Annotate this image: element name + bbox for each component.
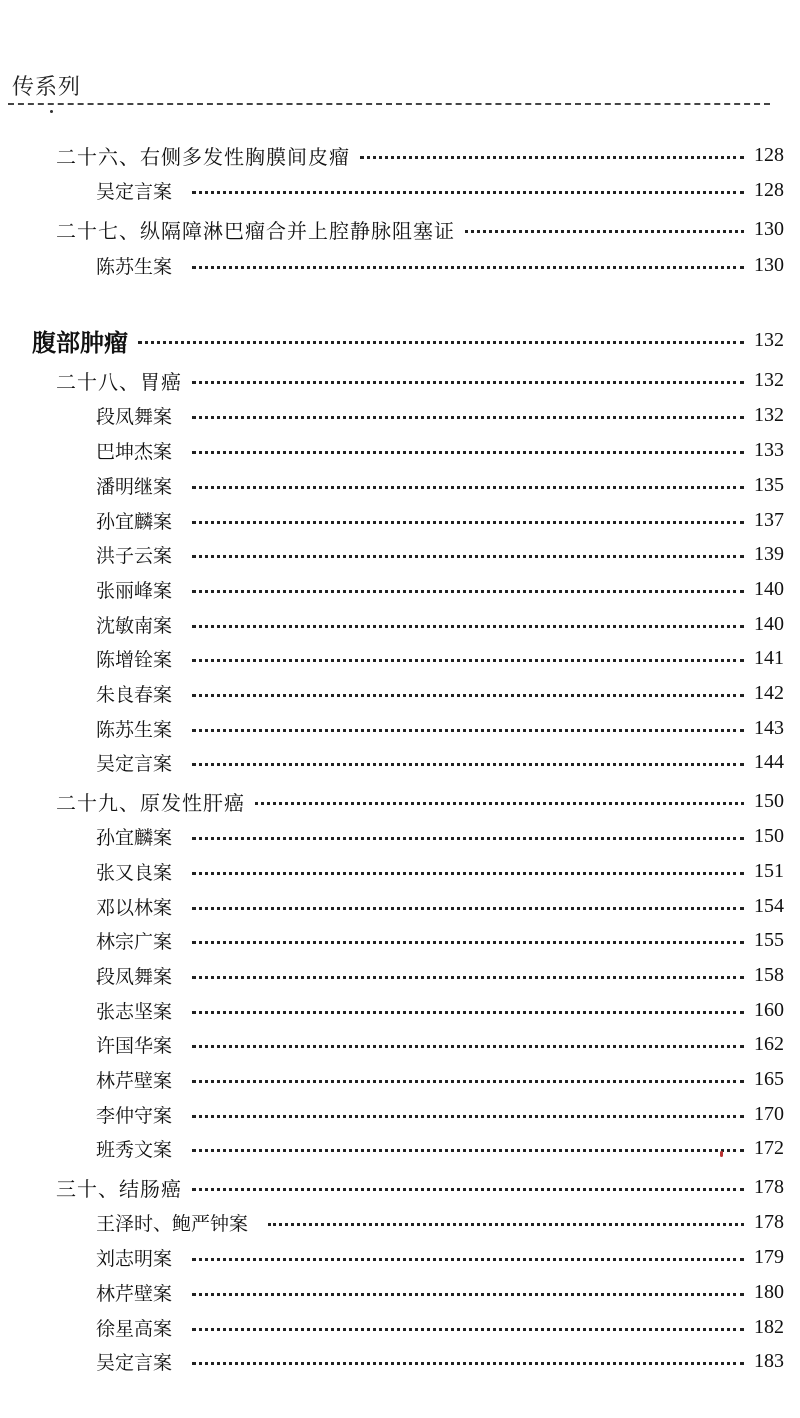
entry-title: 孙宜麟案 [96,510,173,533]
toc-case [0,1241,800,1273]
toc-case [0,174,800,206]
entry-title: 段凤舞案 [96,405,173,428]
page-number: 137 [754,508,784,531]
page-number: 132 [754,368,784,391]
entry-title: 段凤舞案 [96,965,173,988]
page-number: 130 [754,217,784,240]
entry-title: 巴坤杰案 [96,440,173,463]
entry-title: 吴定言案 [96,1351,173,1374]
entry-title: 许国华案 [96,1034,173,1057]
toc-case [0,469,800,501]
entry-title: 陈增铨案 [96,648,173,671]
entry-title: 班秀文案 [96,1138,173,1161]
toc-chapter [0,213,800,245]
toc-case [0,608,800,640]
page-number: 180 [754,1280,784,1303]
dot-leader [192,266,744,269]
toc-case [0,1098,800,1130]
dot-leader [192,729,744,732]
toc-case [0,504,800,536]
entry-title: 张志坚案 [96,1000,173,1023]
page-number: 150 [754,824,784,847]
entry-title: 孙宜麟案 [96,826,173,849]
toc-case [0,538,800,570]
dot-leader [255,802,744,805]
entry-title: 陈苏生案 [96,718,173,741]
dot-leader [192,1011,744,1014]
page-number: 140 [754,577,784,600]
page-number: 160 [754,998,784,1021]
toc-section [0,324,800,356]
toc-chapter [0,139,800,171]
page-number: 158 [754,963,784,986]
page-number: 178 [754,1175,784,1198]
toc-case [0,820,800,852]
page-number: 151 [754,859,784,882]
toc-case [0,1276,800,1308]
page-number: 130 [754,253,784,276]
toc-case [0,959,800,991]
toc-case [0,1132,800,1164]
page-number: 132 [754,328,784,351]
dot-leader [192,837,744,840]
toc-case [0,1345,800,1377]
toc-case [0,399,800,431]
dot-leader [192,1149,744,1152]
dot-leader [192,486,744,489]
entry-title: 王泽时、鲍严钟案 [96,1212,249,1235]
dot-leader [192,1188,744,1191]
toc-case [0,924,800,956]
entry-title: 二十六、右侧多发性胸膜间皮瘤 [56,144,350,169]
entry-title: 朱良春案 [96,683,173,706]
entry-title: 二十七、纵隔障淋巴瘤合并上腔静脉阻塞证 [56,218,455,243]
dot-leader [192,555,744,558]
dot-leader [192,941,744,944]
entry-title: 潘明继案 [96,475,173,498]
entry-title: 吴定言案 [96,180,173,203]
dot-leader [192,763,744,766]
entry-title: 邓以林案 [96,896,173,919]
dot-leader [192,451,744,454]
page-number: 139 [754,542,784,565]
dot-leader [192,416,744,419]
entry-title: 二十九、原发性肝癌 [56,790,245,815]
dot-leader [192,872,744,875]
dot-leader [192,659,744,662]
entry-title: 李仲守案 [96,1104,173,1127]
page-number: 182 [754,1315,784,1338]
page-number: 142 [754,681,784,704]
toc-chapter [0,785,800,817]
page-number: 135 [754,473,784,496]
dot-leader [192,976,744,979]
dot-leader [192,1045,744,1048]
dot-leader [360,156,744,159]
page-number: 154 [754,894,784,917]
toc-case [0,249,800,281]
running-header: 传系列 [12,75,82,100]
dot-leader [192,381,744,384]
page-number: 143 [754,716,784,739]
entry-title: 张又良案 [96,861,173,884]
dot-leader [192,1115,744,1118]
dot-leader [192,1362,744,1365]
entry-title: 林芹壁案 [96,1069,173,1092]
toc-case [0,1206,800,1238]
toc-case [0,642,800,674]
dot-leader [138,341,744,344]
entry-title: 张丽峰案 [96,579,173,602]
page-number: 162 [754,1032,784,1055]
page-number: 128 [754,178,784,201]
toc-case [0,746,800,778]
page-number: 140 [754,612,784,635]
entry-title: 林芹壁案 [96,1282,173,1305]
toc-case [0,712,800,744]
dot-leader [192,1258,744,1261]
page-number: 178 [754,1210,784,1233]
entry-title: 吴定言案 [96,752,173,775]
page-number: 132 [754,403,784,426]
dot-leader [192,590,744,593]
entry-title: 徐星高案 [96,1317,173,1340]
toc-case [0,890,800,922]
page-number: 165 [754,1067,784,1090]
dot-leader [192,1328,744,1331]
toc-case [0,434,800,466]
page-number: 141 [754,646,784,669]
toc-case [0,994,800,1026]
page-number: 179 [754,1245,784,1268]
toc-case [0,677,800,709]
page-number: 170 [754,1102,784,1125]
entry-title: 刘志明案 [96,1247,173,1270]
page-number: 155 [754,928,784,951]
dot-leader [268,1223,744,1226]
page-number: 183 [754,1349,784,1372]
toc-case [0,855,800,887]
dot-leader [192,521,744,524]
entry-title: 林宗广案 [96,930,173,953]
entry-title: 沈敏南案 [96,614,173,637]
toc-chapter [0,364,800,396]
toc-chapter [0,1171,800,1203]
entry-title: 陈苏生案 [96,255,173,278]
dot-leader [192,625,744,628]
header-dot [50,110,53,113]
dot-leader [192,191,744,194]
toc-case [0,573,800,605]
header-divider [8,103,770,105]
toc-case [0,1311,800,1343]
dot-leader [192,1080,744,1083]
page-number: 172 [754,1136,784,1159]
entry-title: 洪子云案 [96,544,173,567]
dot-leader [192,694,744,697]
page-number: 150 [754,789,784,812]
toc-case [0,1028,800,1060]
page-number: 144 [754,750,784,773]
entry-title: 二十八、胃癌 [56,369,182,394]
toc-case [0,1063,800,1095]
ink-mark [720,1151,723,1157]
entry-title: 腹部肿瘤 [32,328,128,357]
dot-leader [465,230,744,233]
page-number: 128 [754,143,784,166]
page-number: 133 [754,438,784,461]
dot-leader [192,907,744,910]
dot-leader [192,1293,744,1296]
entry-title: 三十、结肠癌 [56,1176,182,1201]
